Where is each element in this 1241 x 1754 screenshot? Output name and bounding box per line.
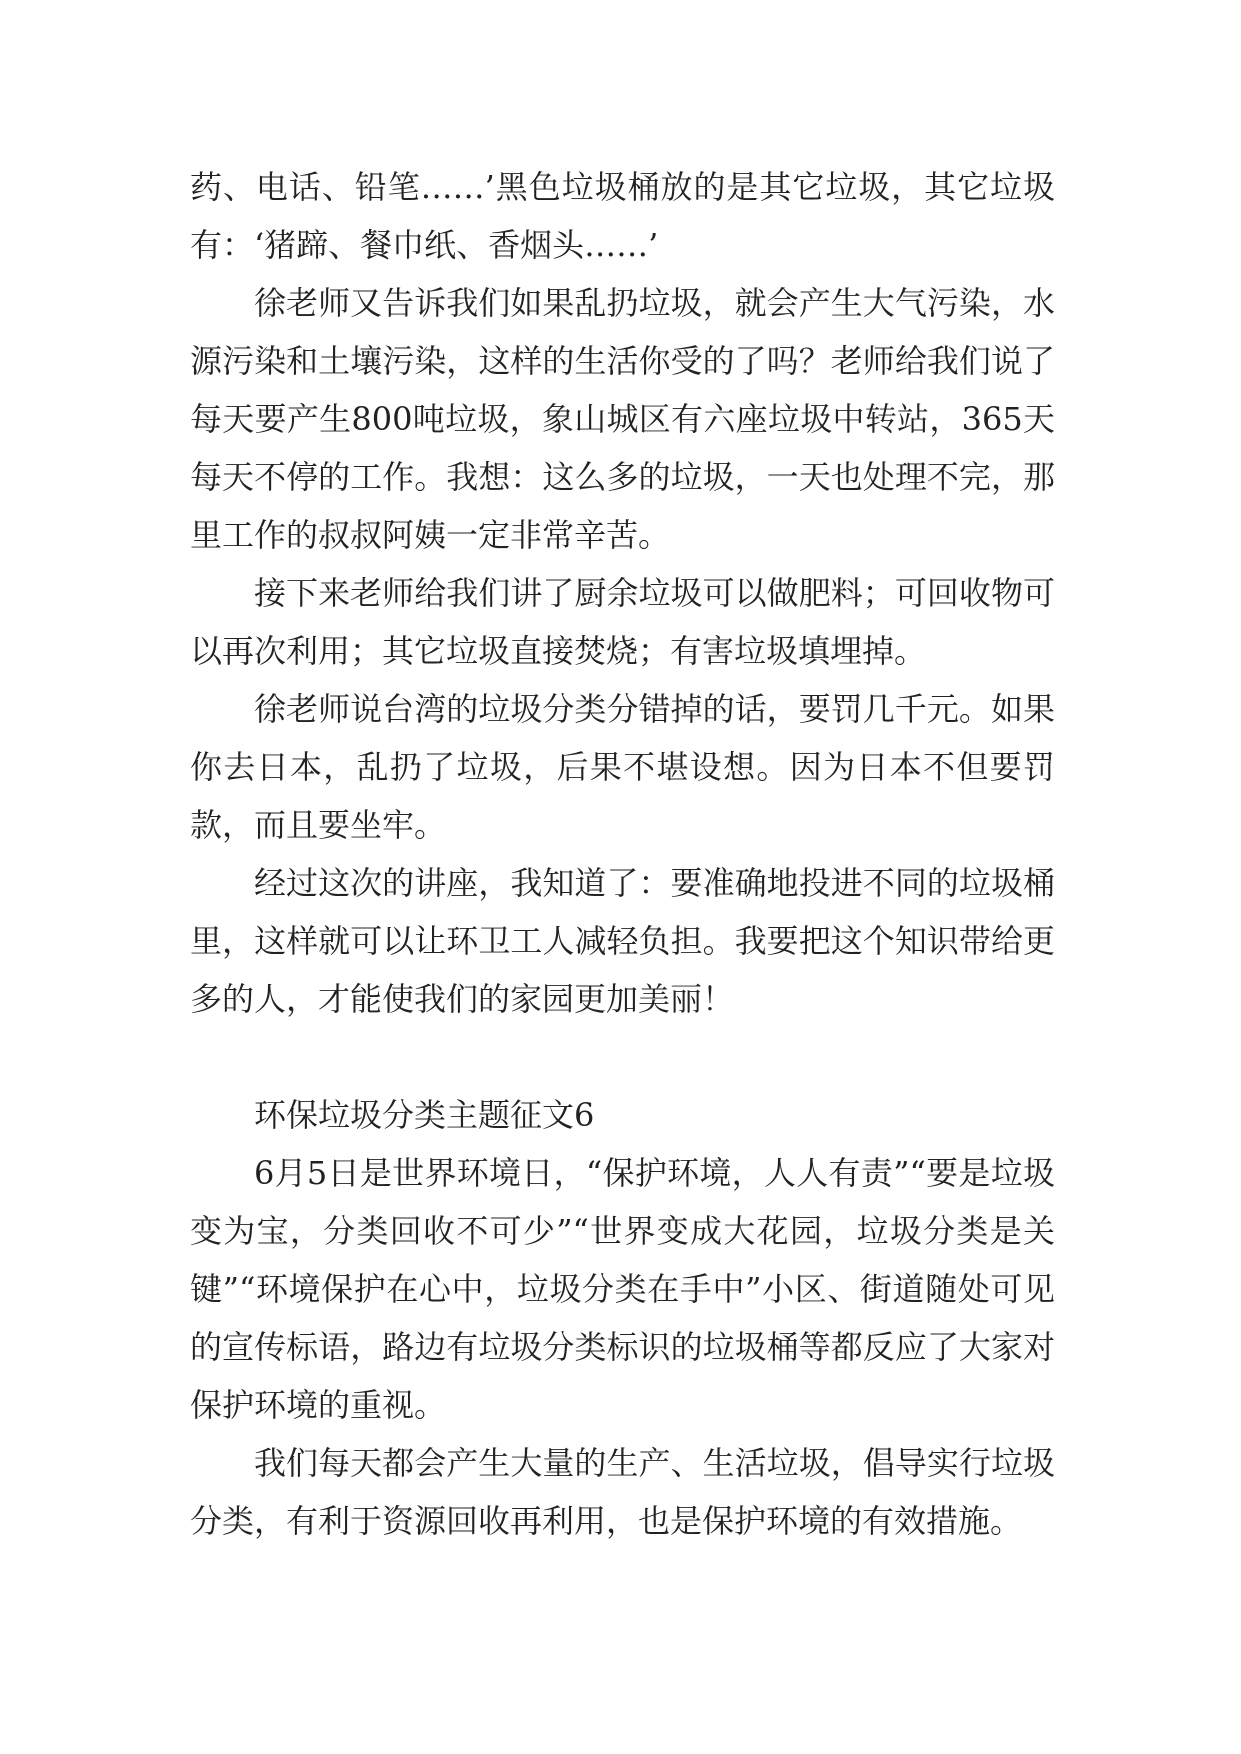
document-body bbox=[190, 158, 1055, 1550]
paragraph-continuation: 药、电话、铅笔……’黑色垃圾桶放的是其它垃圾，其它垃圾有：‘猪蹄、餐巾纸、香烟头……’ bbox=[190, 168, 1055, 264]
paragraph-daily-waste: 我们每天都会产生大量的生产、生活垃圾，倡导实行垃圾分类，有利于资源回收再利用，也是保护环境的有效措施。 bbox=[190, 1444, 1055, 1540]
paragraph-environment-day: 6月5日是世界环境日，“保护环境，人人有责”“要是垃圾变为宝，分类回收不可少”“世界变成大花园，垃圾分类是关键”“环境保护在心中，垃圾分类在手中”小区、街道随处可见的宣传标语，路边有垃圾分类标识的垃圾桶等都反应了大家对保护环境的重视。 bbox=[190, 1154, 1055, 1424]
paragraph-conclusion: 经过这次的讲座，我知道了：要准确地投进不同的垃圾桶里，这样就可以让环卫工人减轻负担。我要把这个知识带给更多的人，才能使我们的家园更加美丽！ bbox=[190, 864, 1055, 1018]
paragraph-pollution: 徐老师又告诉我们如果乱扔垃圾，就会产生大气污染，水源污染和土壤污染，这样的生活你受的了吗？老师给我们说了每天要产生800吨垃圾，象山城区有六座垃圾中转站，365天每天不停的工作。我想：这么多的垃圾，一天也处理不完，那里工作的叔叔阿姨一定非常辛苦。 bbox=[190, 284, 1055, 554]
paragraph-fines: 徐老师说台湾的垃圾分类分错掉的话，要罚几千元。如果你去日本，乱扔了垃圾，后果不堪设想。因为日本不但要罚款，而且要坐牢。 bbox=[190, 690, 1055, 844]
section-title: 环保垃圾分类主题征文6 bbox=[254, 1096, 595, 1134]
paragraph-disposal: 接下来老师给我们讲了厨余垃圾可以做肥料；可回收物可以再次利用；其它垃圾直接焚烧；有害垃圾填埋掉。 bbox=[190, 574, 1055, 670]
